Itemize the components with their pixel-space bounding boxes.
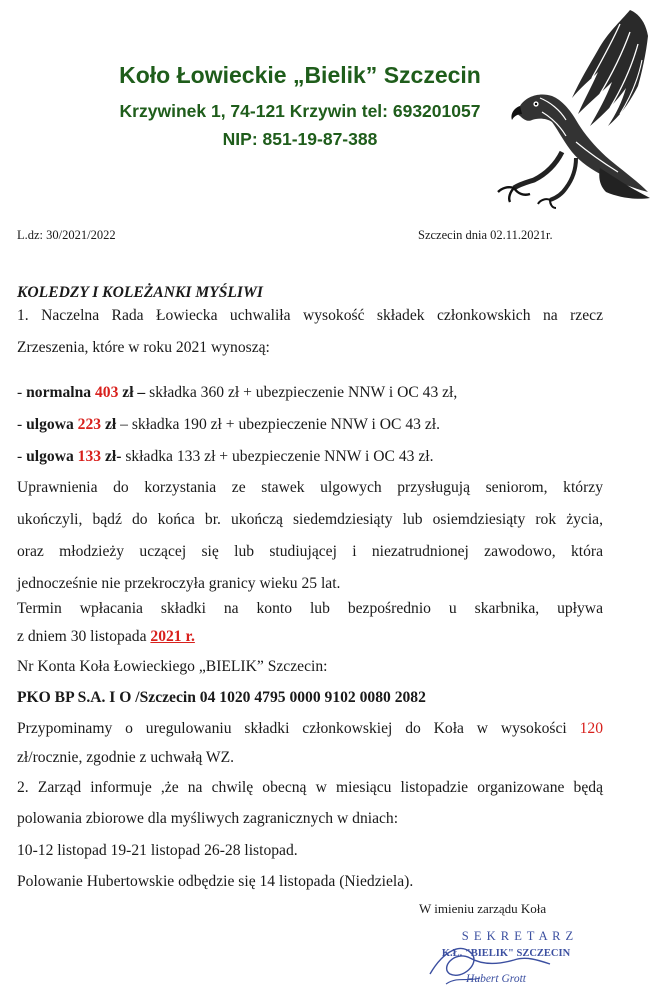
reminder-amount: 120	[579, 720, 603, 737]
stamp-org: K.Ł. "BIELIK" SZCZECIN	[441, 948, 571, 959]
fee-item: - normalna 403 zł – składka 360 zł + ubezpieczenie NNW i OC 43 zł,	[17, 384, 458, 401]
eligibility-line: Uprawnienia do korzystania ze stawek ulgowych przysługują seniorom, którzy	[17, 479, 603, 496]
fee-amount: 223	[77, 416, 102, 433]
club-name: Koło Łowieckie „Bielik” Szczecin	[119, 62, 481, 88]
eagle-icon	[480, 2, 658, 212]
stamp-title: S E K R E T A R Z	[461, 929, 575, 943]
reminder-line2: zł/rocznie, zgodnie z uchwałą WZ.	[17, 749, 235, 766]
para1-line1: 1. Naczelna Rada Łowiecka uchwaliła wysokość składek członkowskich na rzecz	[17, 307, 603, 324]
reference-number: L.dz: 30/2021/2022	[17, 228, 116, 242]
para1-line2: Zrzeszenia, które w roku 2021 wynoszą:	[17, 339, 270, 356]
eligibility-line: oraz młodzieży uczącej się lub studiującej i niezatrudnionej zawodowo, która	[17, 543, 603, 560]
hunt-dates: 10-12 listopad 19-21 listopad 26-28 listopad.	[17, 842, 298, 859]
fee-amount: 133	[77, 448, 102, 465]
club-nip: NIP: 851-19-87-388	[222, 129, 378, 149]
fee-item: - ulgowa 223 zł – składka 190 zł + ubezpieczenie NNW i OC 43 zł.	[17, 416, 440, 433]
fee-amount: 403	[94, 384, 119, 401]
club-address: Krzywinek 1, 74-121 Krzywin tel: 693201057	[119, 101, 481, 121]
place-date: Szczecin dnia 02.11.2021r.	[418, 228, 553, 242]
para2-line1: 2. Zarząd informuje ,że na chwilę obecną w miesiącu listopadzie organizowane będą	[17, 779, 603, 796]
eligibility-line: jednocześnie nie przekroczyła granicy wieku 25 lat.	[17, 575, 341, 592]
reminder-line1: Przypominamy o uregulowaniu składki członkowskiej do Koła w wysokości 120	[17, 720, 603, 737]
deadline-line2: z dniem 30 listopada 2021 r.	[17, 628, 195, 645]
stamp-name: Hubert Grott	[466, 973, 526, 985]
eligibility-line: ukończyli, bądź do końca br. ukończą siedemdziesiąty lub osiemdziesiąty rok życia,	[17, 511, 603, 528]
para2-line2: polowania zbiorowe dla myśliwych zagranicznych w dniach:	[17, 810, 399, 827]
deadline-year: 2021 r.	[150, 628, 195, 645]
on-behalf-text: W imieniu zarządu Koła	[419, 901, 547, 916]
hubert-hunt: Polowanie Hubertowskie odbędzie się 14 listopada (Niedziela).	[17, 873, 414, 890]
deadline-line1: Termin wpłacania składki na konto lub bezpośrednio u skarbnika, upływa	[17, 600, 603, 617]
fee-item: - ulgowa 133 zł- składka 133 zł + ubezpieczenie NNW i OC 43 zł.	[17, 448, 434, 465]
greeting: KOLEDZY I KOLEŻANKI MYŚLIWI	[17, 284, 263, 301]
account-label: Nr Konta Koła Łowieckiego „BIELIK” Szczecin:	[17, 658, 328, 675]
account-number: PKO BP S.A. I O /Szczecin 04 1020 4795 0000 9102 0080 2082	[17, 689, 426, 706]
secretary-stamp	[410, 920, 610, 992]
